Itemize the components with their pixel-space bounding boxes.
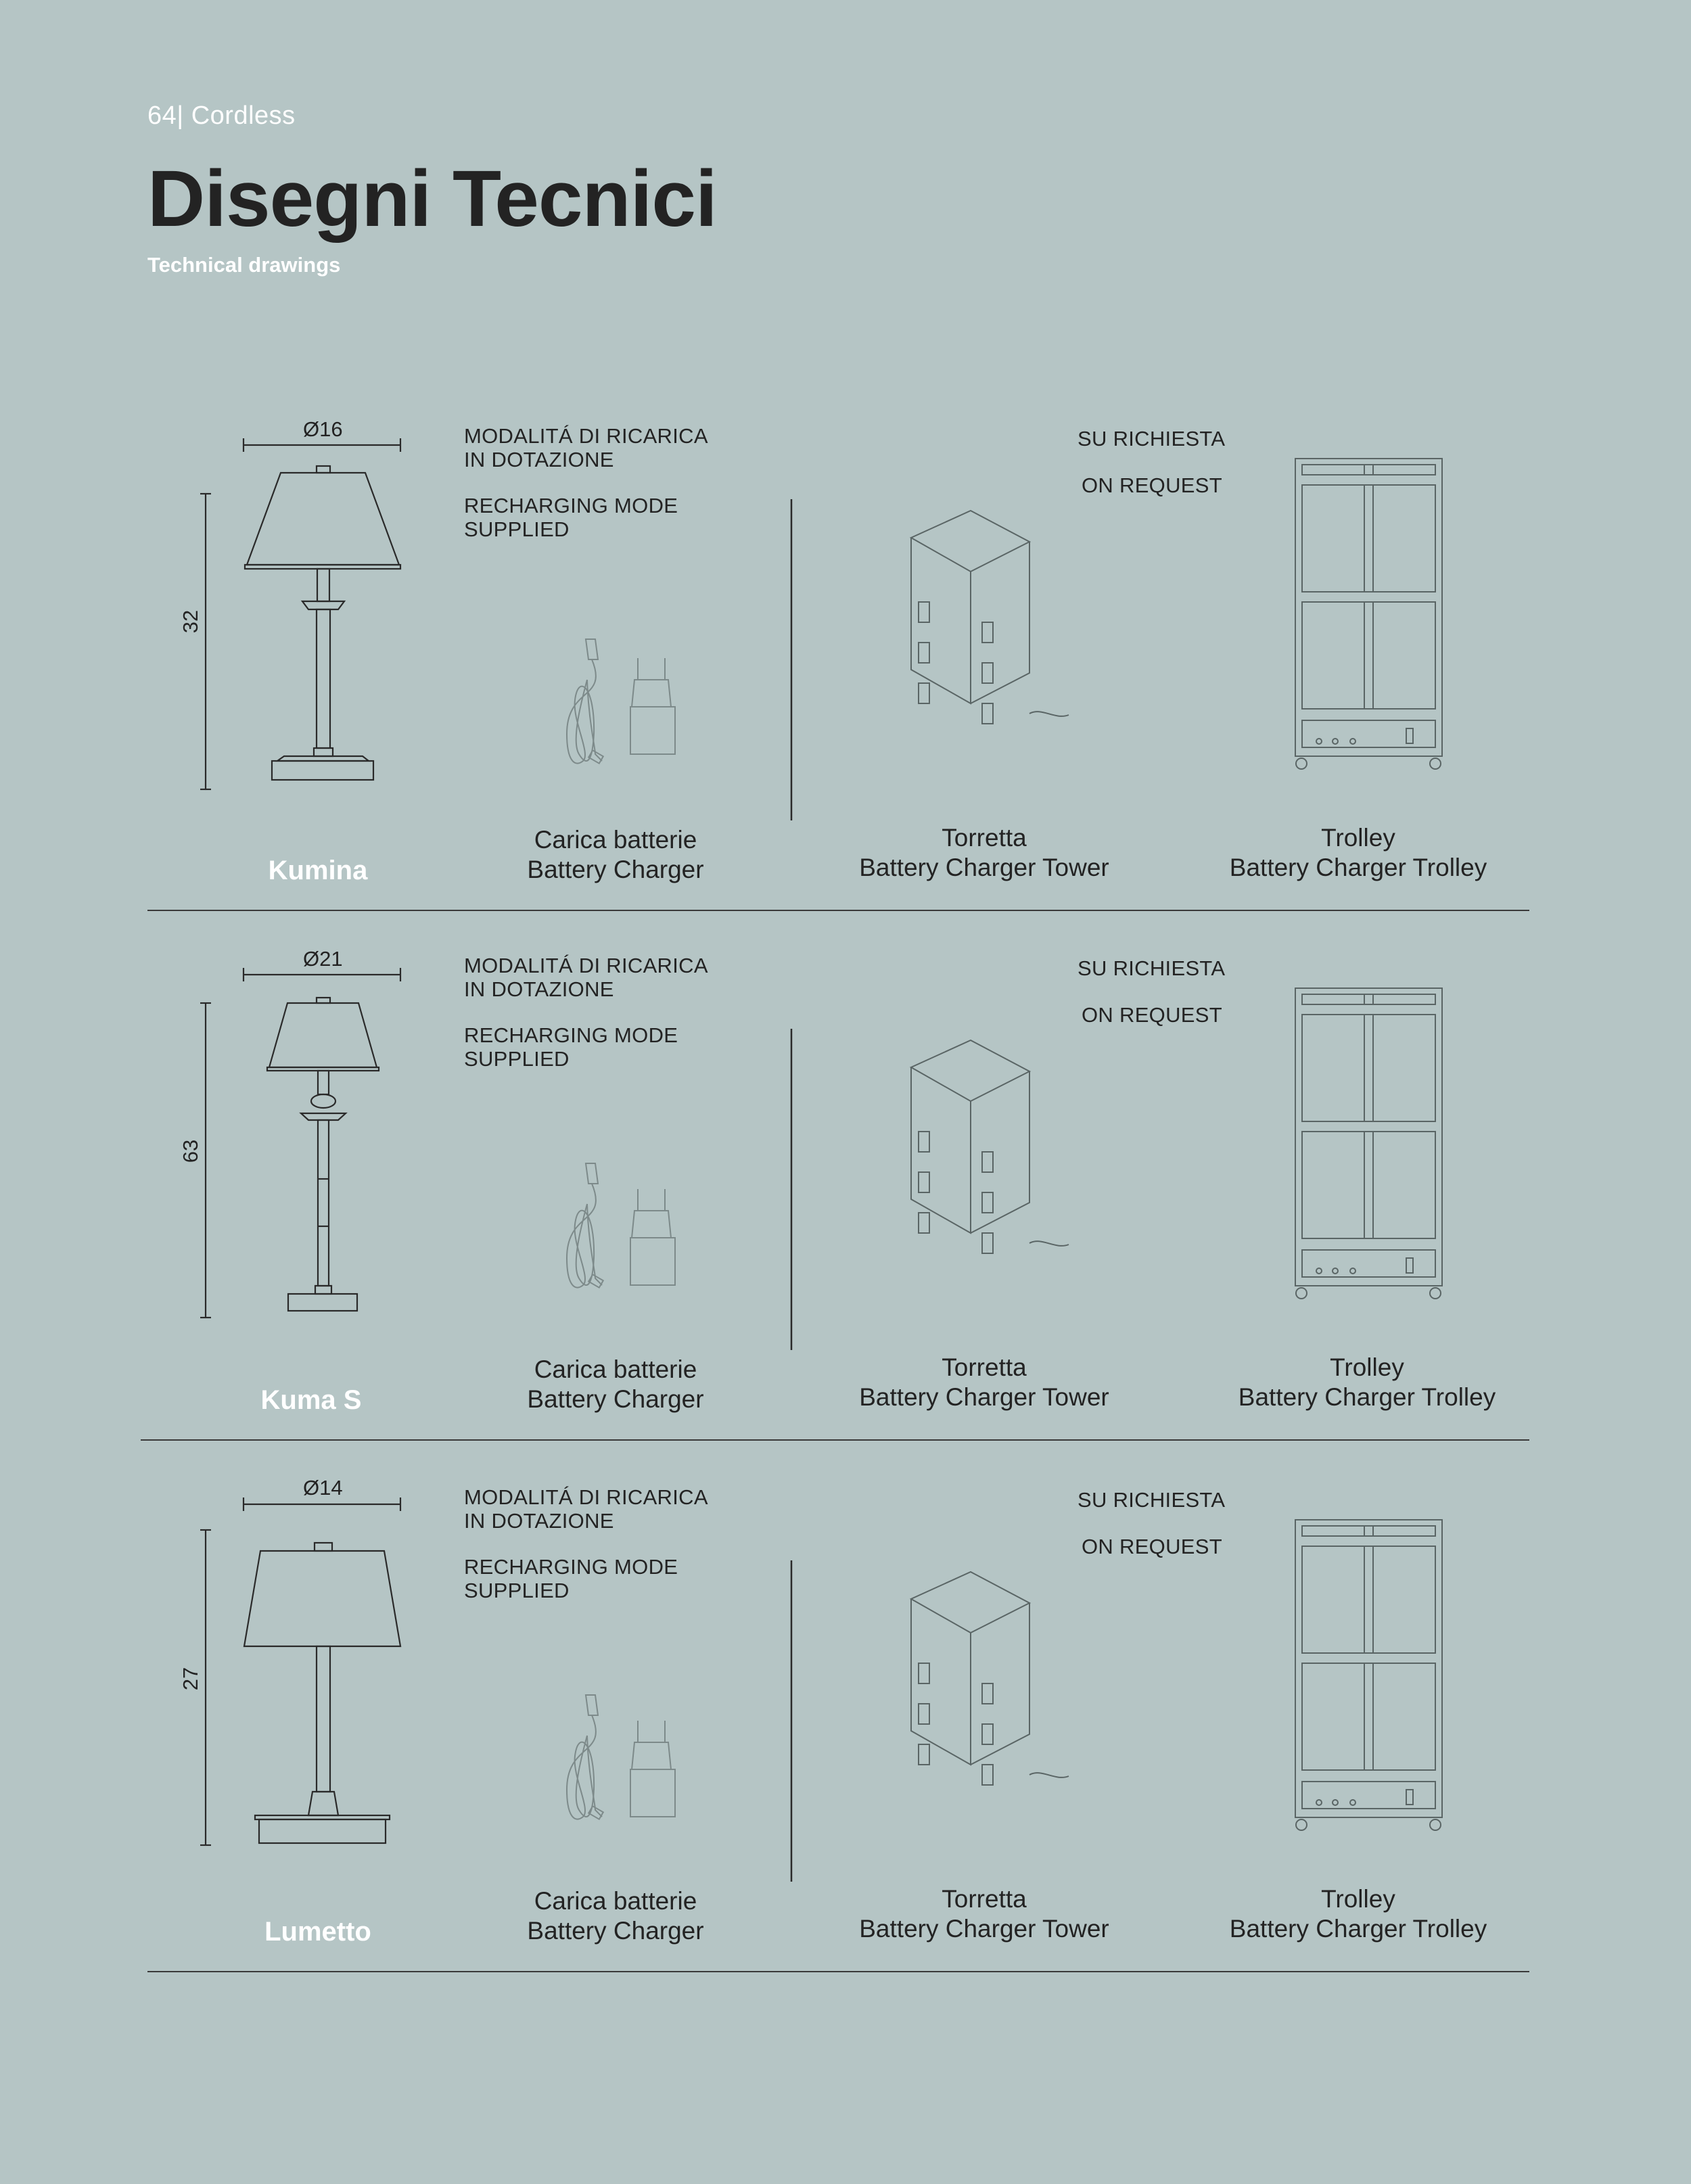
supplied-label-it-2: IN DOTAZIONE [464,977,614,1001]
section-name: | Cordless [177,101,296,130]
supplied-label-it-2: IN DOTAZIONE [464,448,614,471]
supplied-label-it-1: MODALITÁ DI RICARICA [464,954,708,977]
height-label: 63 [179,1139,202,1163]
product-name: Kumina [268,856,368,885]
tower-drawing [911,511,1069,724]
charger-caption-it: Carica batterie [534,1887,697,1915]
tower-drawing [911,1040,1069,1253]
tower-caption [832,823,1136,883]
page-title: Disegni Tecnici [147,154,717,243]
charger-caption-it: Carica batterie [534,1355,697,1383]
supplied-label-it-2: IN DOTAZIONE [464,1509,614,1533]
page-subtitle: Technical drawings [147,253,341,277]
tower-caption-en: Battery Charger Tower [859,854,1109,881]
trolley-drawing [1295,459,1442,769]
diameter-label: Ø21 [303,947,343,971]
supplied-label-it-1: MODALITÁ DI RICARICA [464,1485,708,1509]
product-name: Kuma S [260,1385,362,1415]
trolley-caption-it: Trolley [1330,1353,1404,1381]
charger-caption [480,1355,751,1414]
supplied-label-en-2: SUPPLIED [464,1579,570,1602]
height-label: 32 [179,609,202,634]
charger-drawing [567,639,675,764]
supplied-label-it-1: MODALITÁ DI RICARICA [464,424,708,448]
request-label-it: SU RICHIESTA [1078,427,1226,450]
trolley-caption-en: Battery Charger Trolley [1229,854,1487,881]
supplied-label-en-1: RECHARGING MODE [464,1023,678,1047]
charger-caption-en: Battery Charger [527,1917,704,1945]
product-name: Lumetto [264,1917,371,1947]
height-label: 27 [179,1667,202,1691]
charger-drawing [567,1695,675,1819]
supplied-label-en-2: SUPPLIED [464,1047,570,1071]
supplied-label-en-1: RECHARGING MODE [464,1555,678,1579]
tower-caption-it: Torretta [942,1353,1027,1381]
lumetto-lamp-drawing [244,1543,400,1843]
diameter-label: Ø14 [303,1476,343,1500]
tower-caption [832,1884,1136,1944]
charger-caption-en: Battery Charger [527,1385,704,1413]
charger-drawing [567,1163,675,1288]
charger-caption-it: Carica batterie [534,826,697,854]
trolley-caption [1215,1353,1519,1412]
supplied-label-en-2: SUPPLIED [464,517,570,541]
trolley-caption-en: Battery Charger Trolley [1238,1383,1496,1411]
trolley-drawing [1295,1520,1442,1830]
product-section-lumetto [0,1443,1691,1972]
request-label-en: ON REQUEST [1082,1535,1222,1558]
request-label-en: ON REQUEST [1082,1003,1222,1027]
trolley-drawing [1295,988,1442,1299]
page-header [147,101,296,131]
supplied-label-en-1: RECHARGING MODE [464,494,678,517]
trolley-caption-it: Trolley [1321,1885,1395,1913]
product-section-kumina [0,382,1691,911]
request-label-en: ON REQUEST [1082,473,1222,497]
tower-caption-it: Torretta [942,824,1027,852]
tower-caption [832,1353,1136,1412]
page-number: 64 [147,101,177,130]
tower-drawing [911,1572,1069,1785]
section-divider [147,910,1529,911]
section-divider [141,1439,1529,1441]
trolley-caption-en: Battery Charger Trolley [1229,1915,1487,1943]
trolley-caption [1206,823,1510,883]
trolley-caption-it: Trolley [1321,824,1395,852]
charger-caption [480,825,751,885]
request-label-it: SU RICHIESTA [1078,956,1226,980]
kuma-s-lamp-drawing [267,998,379,1311]
section-divider [147,1971,1529,1972]
product-section-kuma-s [0,912,1691,1441]
charger-caption [480,1886,751,1946]
trolley-caption [1206,1884,1510,1944]
tower-caption-en: Battery Charger Tower [859,1383,1109,1411]
request-label-it: SU RICHIESTA [1078,1488,1226,1512]
tower-caption-it: Torretta [942,1885,1027,1913]
kumina-lamp-drawing [245,466,400,780]
diameter-label: Ø16 [303,417,343,441]
charger-caption-en: Battery Charger [527,856,704,883]
tower-caption-en: Battery Charger Tower [859,1915,1109,1943]
